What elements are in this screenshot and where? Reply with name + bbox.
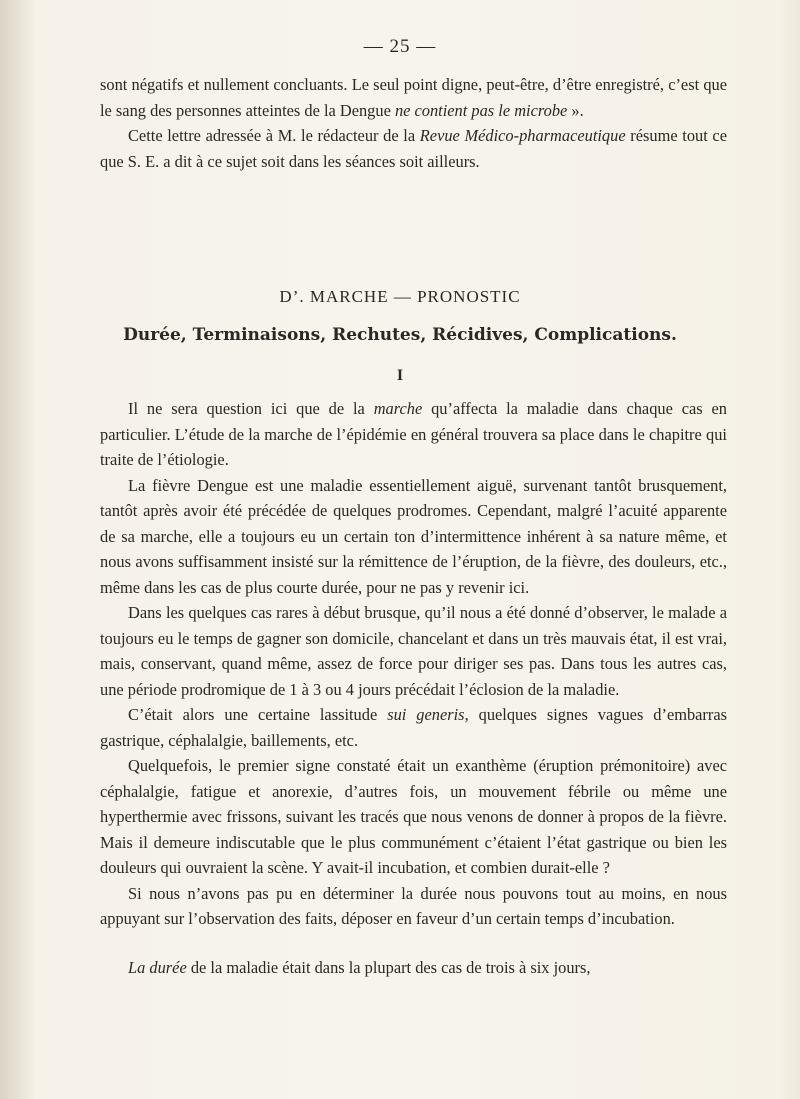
letter-paragraph: Cette lettre adressée à M. le rédacteur de la Revue Médico-pharmaceutique résume tout ce que S. E. a dit à ce sujet soit dans les séances soit ailleurs. [100,126,727,171]
paragraph-marche: Il ne sera question ici que de la marche qu’affecta la maladie dans chaque cas en particulier. L’étude de la marche de l’épidémie en général trouvera sa place dans le chapitre qui traite de l’étiologie. [100,399,727,469]
paragraph-premier-signe: Quelquefois, le premier signe constaté était un exanthème (éruption prémonitoire) avec céphalalgie, fatigue et anorexie, d’autres fois, un mouvement fébrile ou même une hyperthermie avec frissons, suivant les tracés que nous venons de donner à propos de la fièvre. Mais il demeure indiscutable que le plus communément c’étaient l’état gastrique ou bien les douleurs qui ouvraient la scène. Y avait-il incubation, et combien durait-elle ? [100,756,727,877]
paragraph-debut: Dans les quelques cas rares à début brusque, qu’il nous a été donné d’observer, le malade a toujours eu le temps de gagner son domicile, chancelant et dans un très mauvais état, il est vrai, mais, conservant, quand même, assez de force pour diriger ses pas. Dans tous les autres cas, une période prodromique de 1 à 3 ou 4 jours précédait l’éclosion de la maladie. [100,603,727,699]
section-heading: D’. MARCHE — PRONOSTIC [279,287,521,306]
paragraph-lassitude: C’était alors une certaine lassitude sui generis, quelques signes vagues d’embarras gastrique, céphalalgie, baillements, etc. [100,705,728,750]
chapter-numeral: I [396,367,404,384]
paragraph-fievre: La fièvre Dengue est une maladie essentiellement aiguë, survenant tantôt brusquement, tantôt après avoir été précédée de quelques prodromes. Cependant, malgré l’acuité apparente de sa marche, elle a toujours eu un certain ton d’intermittence inhérent à sa nature même, et nous avons suffisamment insisté sur la rémittence de l’éruption, de la fièvre, des douleurs, etc., même dans les cas de plus courte durée, pour ne pas y revenir ici. [100,475,727,597]
intro-text [100,72,727,174]
body-text-end [100,955,727,981]
body-text [100,396,727,932]
page-number: — 25 — [363,36,437,57]
paragraph-duree: La durée de la maladie était dans la plupart des cas de trois à six jours, [128,958,591,977]
intro-paragraph: sont négatifs et nullement concluants. Le seul point digne, peut-être, d’être enregistré, c’est que le sang des personnes atteintes de la Dengue ne contient pas le microbe ». [100,75,727,120]
binding-shadow [0,0,36,1099]
paragraph-incubation: Si nous n’avons pas pu en déterminer la durée nous pouvons tout au moins, en nous appuyant sur l’observation des faits, déposer en faveur d’un certain temps d’incubation. [100,883,727,928]
section-subheading: Durée, Terminaisons, Rechutes, Récidives, Complications. [123,325,677,345]
